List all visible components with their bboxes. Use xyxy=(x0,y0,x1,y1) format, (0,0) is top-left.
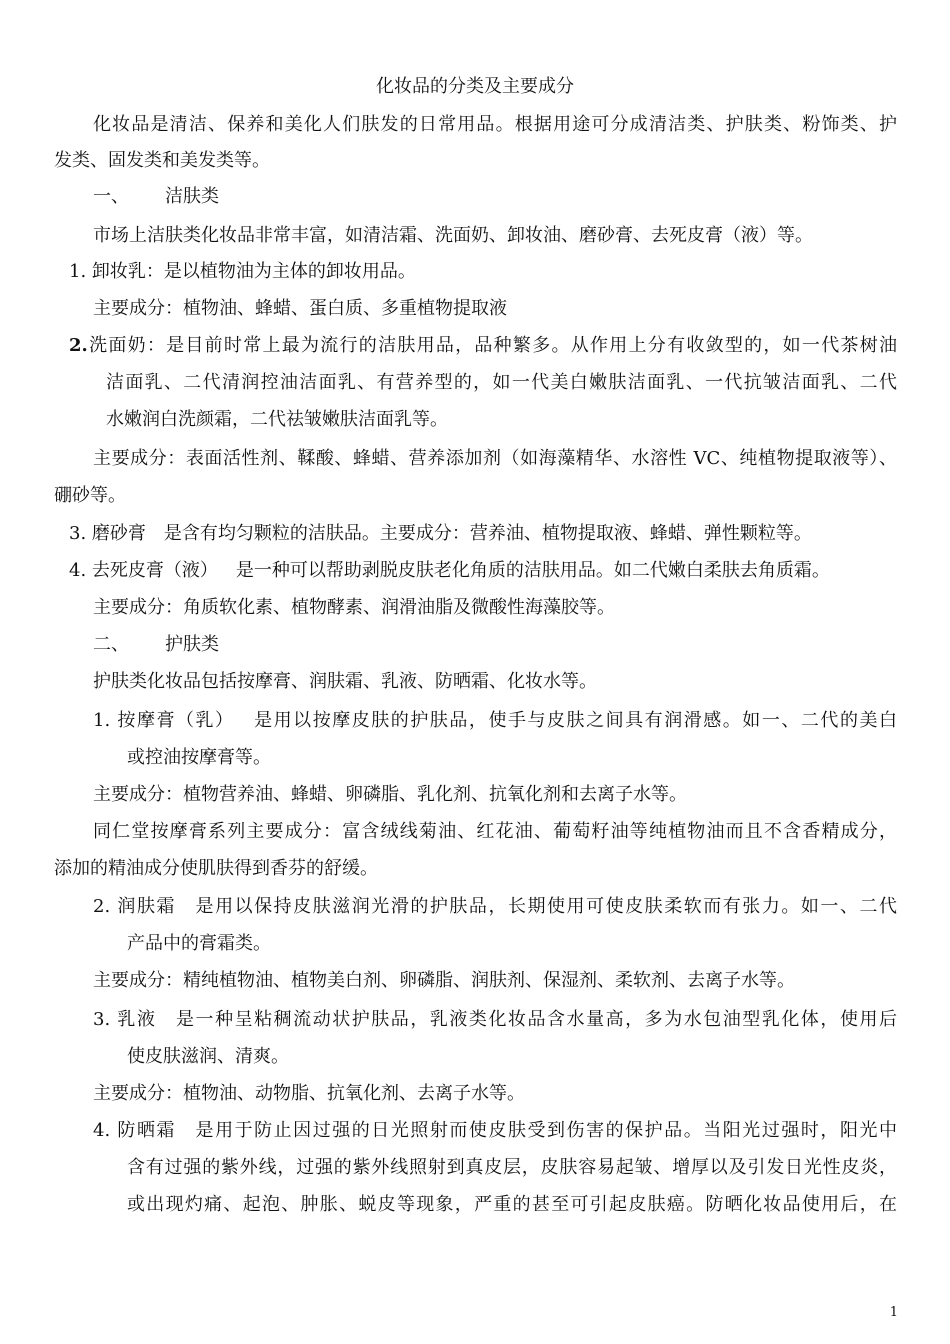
list-item-text: 是一种呈粘稠流动状护肤品，乳液类化妆品含水量高，多为水包油型乳化体，使用后 xyxy=(174,1009,897,1030)
ingredients-line: 主要成分：表面活性剂、鞣酸、蜂蜡、营养添加剂（如海藻精华、水溶性 VC、纯植物提取液等）、 xyxy=(93,448,897,469)
list-item-continuation: 或出现灼痛、起泡、肿胀、蜕皮等现象，严重的甚至可引起皮肤癌。防晒化妆品使用后，在 xyxy=(127,1194,897,1215)
list-item-text: 是用于防止因过强的日光照射而使皮肤受到伤害的保护品。当阳光过强时，阳光中 xyxy=(194,1120,897,1141)
section-number: 二、 xyxy=(93,634,129,655)
list-item xyxy=(93,1008,897,1032)
paragraph: 市场上洁肤类化妆品非常丰富，如清洁霜、洗面奶、卸妆油、磨砂膏、去死皮膏（液）等。 xyxy=(93,225,813,246)
list-item-label: 1. 卸妆乳： xyxy=(69,261,164,282)
list-item xyxy=(93,1119,897,1143)
ingredients-line: 硼砂等。 xyxy=(54,485,126,506)
list-item-text: 是用以按摩皮肤的护肤品，使手与皮肤之间具有润滑感。如一、二代的美白 xyxy=(252,710,897,731)
list-item-label: 4. 防晒霜 xyxy=(93,1120,177,1141)
ingredients-line: 主要成分：植物油、动物脂、抗氧化剂、去离子水等。 xyxy=(93,1083,525,1104)
list-item-label: 3. 磨砂膏 xyxy=(69,523,146,544)
section-title: 护肤类 xyxy=(165,634,219,655)
list-item xyxy=(93,709,897,733)
intro-line: 化妆品是清洁、保养和美化人们肤发的日常用品。根据用途可分成清洁类、护肤类、粉饰类、护 xyxy=(93,114,897,135)
list-item-text: 是含有均匀颗粒的洁肤品。主要成分：营养油、植物提取液、蜂蜡、弹性颗粒等。 xyxy=(163,523,812,544)
section-number: 一、 xyxy=(93,186,129,207)
list-item-text: 是以植物油为主体的卸妆用品。 xyxy=(163,261,416,282)
list-item-continuation: 水嫩润白洗颜霜，二代祛皱嫩肤洁面乳等。 xyxy=(106,409,448,430)
list-item xyxy=(69,260,416,284)
paragraph: 护肤类化妆品包括按摩膏、润肤霜、乳液、防晒霜、化妆水等。 xyxy=(93,671,597,692)
list-item xyxy=(69,334,897,358)
page-number: 1 xyxy=(889,1305,898,1320)
list-item-continuation: 使皮肤滋润、清爽。 xyxy=(127,1046,289,1067)
section-heading xyxy=(93,633,219,657)
paragraph: 添加的精油成分使肌肤得到香芬的舒缓。 xyxy=(54,858,378,879)
list-item-label: 4. 去死皮膏（液） xyxy=(69,560,218,581)
list-item-label: 3. 乳液 xyxy=(93,1009,157,1030)
list-item xyxy=(69,559,830,583)
ingredients-line: 主要成分：精纯植物油、植物美白剂、卵磷脂、润肤剂、保湿剂、柔软剂、去离子水等。 xyxy=(93,970,795,991)
ingredients-line: 主要成分：植物油、蜂蜡、蛋白质、多重植物提取液 xyxy=(93,298,507,319)
list-item-label: 2. 润肤霜 xyxy=(93,896,177,917)
list-item-text: 洗面奶：是目前时常上最为流行的洁肤用品，品种繁多。从作用上分有收敛型的，如一代茶树油 xyxy=(87,335,897,356)
document-title: 化妆品的分类及主要成分 xyxy=(376,76,574,97)
list-item xyxy=(69,522,812,546)
list-item-continuation: 含有过强的紫外线，过强的紫外线照射到真皮层，皮肤容易起皱、增厚以及引发日光性皮炎， xyxy=(127,1157,897,1178)
paragraph: 同仁堂按摩膏系列主要成分：富含绒线菊油、红花油、葡萄籽油等纯植物油而且不含香精成分， xyxy=(93,821,897,842)
ingredients-line: 主要成分：植物营养油、蜂蜡、卵磷脂、乳化剂、抗氧化剂和去离子水等。 xyxy=(93,784,687,805)
section-heading xyxy=(93,185,219,209)
ingredients-line: 主要成分：角质软化素、植物酵素、润滑油脂及微酸性海藻胶等。 xyxy=(93,597,615,618)
list-item xyxy=(93,895,897,919)
list-item-number: 2. xyxy=(69,335,88,356)
intro-line: 发类、固发类和美发类等。 xyxy=(54,150,270,171)
list-item-text: 是一种可以帮助剥脱皮肤老化角质的洁肤用品。如二代嫩白柔肤去角质霜。 xyxy=(235,560,830,581)
list-item-text: 是用以保持皮肤滋润光滑的护肤品，长期使用可使皮肤柔软而有张力。如一、二代 xyxy=(194,896,897,917)
list-item-continuation: 洁面乳、二代清润控油洁面乳、有营养型的，如一代美白嫩肤洁面乳、一代抗皱洁面乳、二代 xyxy=(106,372,897,393)
list-item-continuation: 或控油按摩膏等。 xyxy=(127,747,271,768)
list-item-continuation: 产品中的膏霜类。 xyxy=(127,933,271,954)
section-title: 洁肤类 xyxy=(165,186,219,207)
list-item-label: 1. 按摩膏（乳） xyxy=(93,710,235,731)
